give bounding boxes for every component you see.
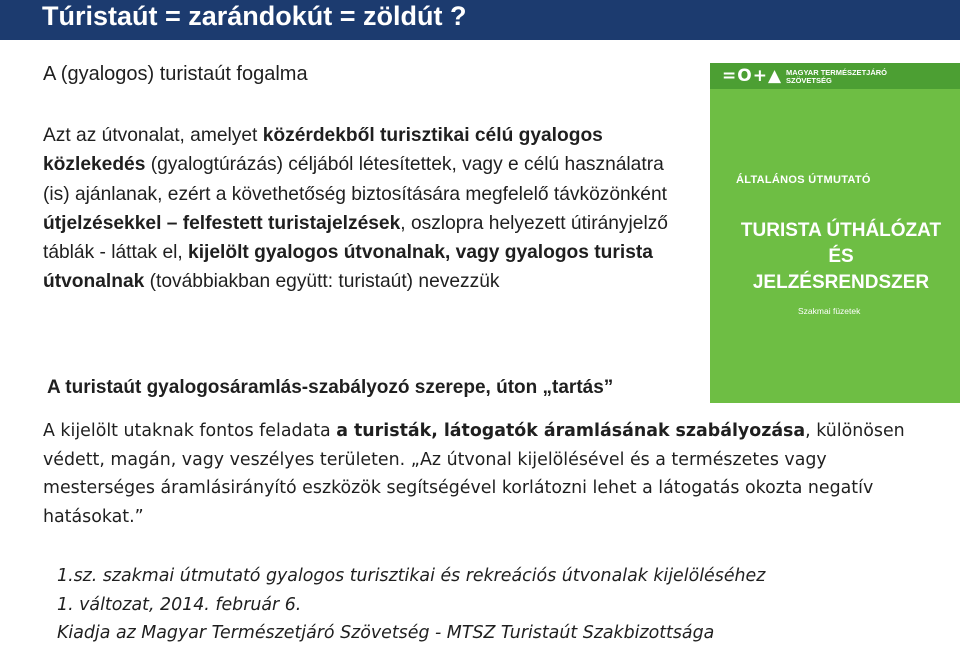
section2-paragraph (43, 417, 923, 531)
section2-run-bold: a turisták, látogatók áramlásának szabályozása (336, 421, 806, 441)
cover-series-label: Szakmai füzetek (798, 306, 861, 316)
reference-line: 1. változat, 2014. február 6. (57, 594, 302, 615)
section1-paragraph (43, 121, 693, 297)
section2-heading: A turistaút gyalogosáramlás-szabályozó szerepe, úton „tartás” (47, 377, 614, 398)
section1-run: , oszlopra helyezett útirányjelző táblák - láttak el, (43, 212, 668, 264)
section1-run: Azt az útvonalat, amelyet (43, 125, 263, 146)
section1-run: (továbbiakban együtt: turistaút) nevezzük (144, 271, 500, 293)
cover-subtitle: ÁLTALÁNOS ÚTMUTATÓ (736, 174, 871, 186)
section2-run: A kijelölt utaknak fontos feladata (43, 421, 337, 441)
cover-title-line: TURISTA ÚTHÁLÓZAT (740, 220, 942, 241)
cover-title-line: ÉS (828, 246, 854, 267)
section1-run: (gyalogtúrázás) céljából létesítettek, vagy e célú használatra (is) ajánlanak, ezért a követhetőség biztosítására megfelelő távközönként (43, 154, 667, 205)
section1-run-bold: útjelzésekkel – felfestett turistajelzések (43, 212, 401, 234)
reference-line: 1.sz. szakmai útmutató gyalogos turisztikai és rekreációs útvonalak kijelöléséhez (57, 566, 766, 586)
section2-run: , különösen védett, magán, vagy veszélyes területen. „Az útvonal kijelölésével és a természetes vagy mesterséges áramlásirányító eszközök segítségével korlátozni lehet a látogatás okozta negatív hatásokat.” (43, 421, 905, 527)
booklet-cover-image (710, 63, 960, 403)
section1-run-bold: közérdekből turisztikai célú gyalogos közlekedés (43, 125, 603, 176)
cover-title (736, 218, 946, 296)
section1-run-bold: kijelölt gyalogos útvonalnak, vagy gyalogos turista útvonalnak (43, 242, 653, 293)
section1-heading: A (gyalogos) turistaút fogalma (43, 63, 308, 85)
slide-title: Túristaút = zarándokút = zöldút ? (0, 0, 960, 40)
reference-block (57, 562, 937, 648)
cover-logo-symbols: =O+▲ (722, 66, 783, 86)
cover-title-line: JELZÉSRENDSZER (752, 272, 930, 293)
reference-line: Kiadja az Magyar Természetjáró Szövetség - MTSZ Turistaút Szakbizottsága (57, 623, 715, 643)
cover-organization: MAGYAR TERMÉSZETJÁRÓ SZÖVETSÉG (786, 68, 887, 85)
